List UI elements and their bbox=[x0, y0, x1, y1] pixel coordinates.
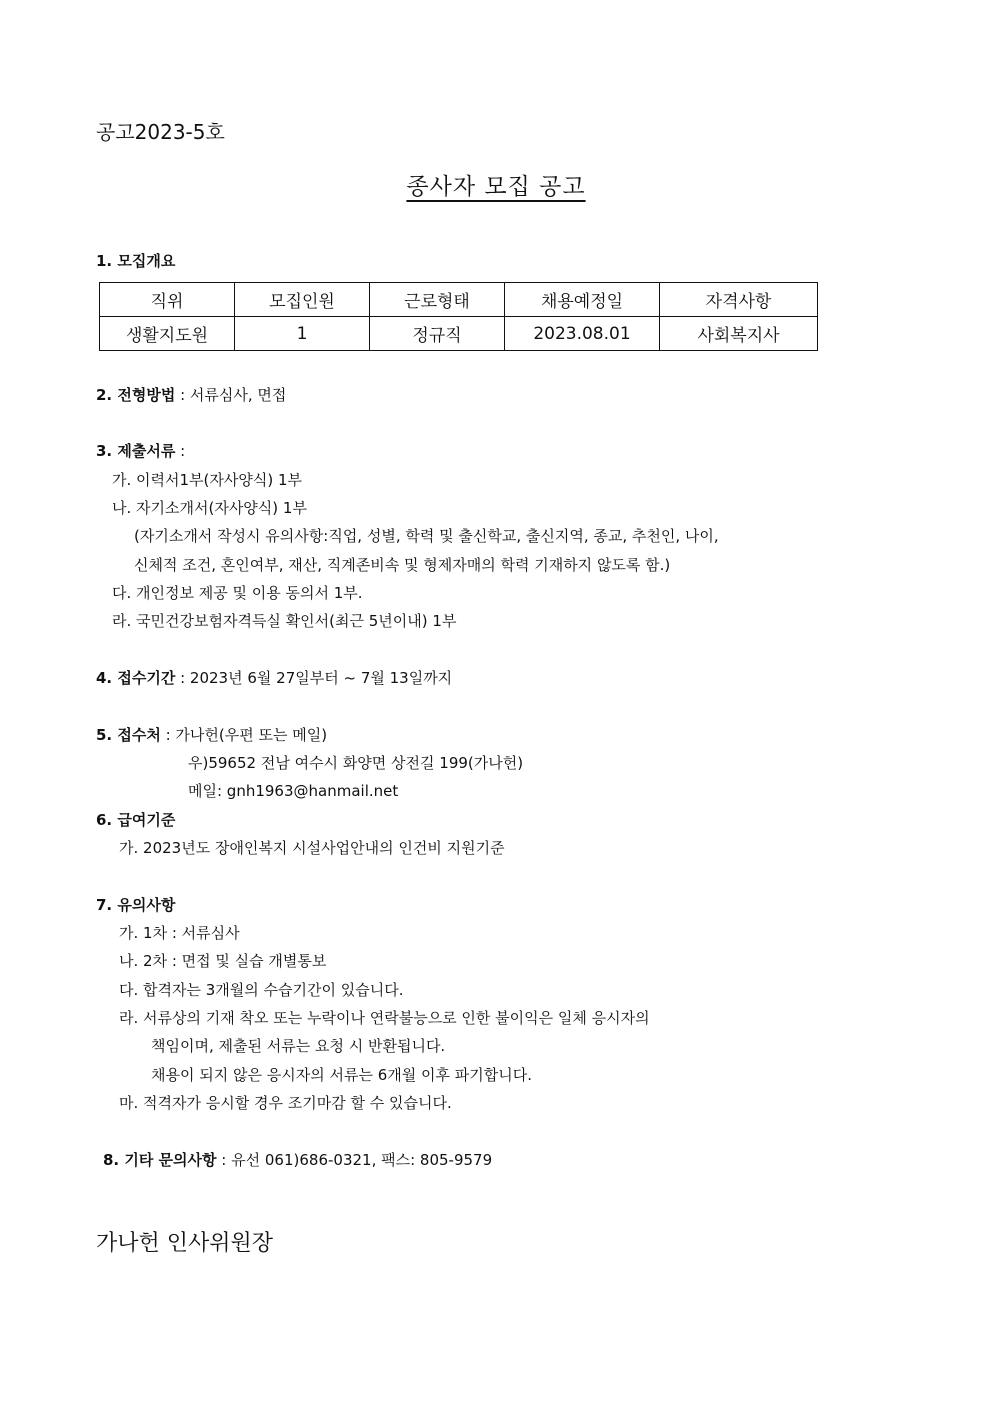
table-cell: 사회복지사 bbox=[660, 317, 818, 351]
table-header-cell: 직위 bbox=[100, 283, 235, 317]
table-cell: 생활지도원 bbox=[100, 317, 235, 351]
signature: 가나헌 인사위원장 bbox=[96, 1231, 274, 1256]
section-7-heading: 7. 유의사항 bbox=[96, 896, 176, 914]
list-item: 가. 2023년도 장애인복지 시설사업안내의 인건비 지원기준 bbox=[119, 839, 505, 857]
table-header-cell: 채용예정일 bbox=[505, 283, 660, 317]
table-header-cell: 자격사항 bbox=[660, 283, 818, 317]
table-cell: 1 bbox=[235, 317, 370, 351]
list-item: 나. 2차 : 면접 및 실습 개별통보 bbox=[119, 952, 327, 970]
section-6-heading: 6. 급여기준 bbox=[96, 811, 176, 829]
section-5: 5. 접수처 : 가나헌(우편 또는 메일) bbox=[96, 726, 328, 744]
table-cell: 정규직 bbox=[370, 317, 505, 351]
table-cell: 2023.08.01 bbox=[505, 317, 660, 351]
list-item: 나. 자기소개서(자사양식) 1부 bbox=[112, 499, 307, 517]
list-item: 다. 개인정보 제공 및 이용 동의서 1부. bbox=[112, 584, 363, 602]
list-item: 가. 1차 : 서류심사 bbox=[119, 924, 240, 942]
table-row bbox=[100, 317, 818, 351]
list-item: 라. 서류상의 기재 착오 또는 누락이나 연락불능으로 인한 불이익은 일체 응시자의 bbox=[119, 1009, 650, 1027]
recruitment-table bbox=[99, 282, 818, 351]
list-item: 가. 이력서1부(자사양식) 1부 bbox=[112, 471, 302, 489]
list-item: 책임이며, 제출된 서류는 요청 시 반환됩니다. bbox=[151, 1037, 446, 1055]
section-2: 2. 전형방법 : 서류심사, 면접 bbox=[96, 386, 287, 404]
email-line: 메일: gnh1963@hanmail.net bbox=[188, 782, 399, 800]
section-8: 8. 기타 문의사항 : 유선 061)686-0321, 팩스: 805-9579 bbox=[103, 1151, 493, 1169]
section-1-heading: 1. 모집개요 bbox=[96, 252, 176, 270]
list-item: (자기소개서 작성시 유의사항:직업, 성별, 학력 및 출신학교, 출신지역, 종교, 추천인, 나이, bbox=[134, 527, 719, 545]
section-3: 3. 제출서류 : bbox=[96, 442, 186, 460]
address-line: 우)59652 전남 여수시 화양면 상전길 199(가나헌) bbox=[188, 754, 524, 772]
table-header-cell: 모집인원 bbox=[235, 283, 370, 317]
table-header-row bbox=[100, 283, 818, 317]
page-title: 종사자 모집 공고 bbox=[406, 174, 586, 200]
list-item: 다. 합격자는 3개월의 수습기간이 있습니다. bbox=[119, 981, 404, 999]
list-item: 신체적 조건, 혼인여부, 재산, 직계존비속 및 형제자매의 학력 기재하지 않도록 함.) bbox=[134, 556, 671, 574]
list-item: 마. 적격자가 응시할 경우 조기마감 할 수 있습니다. bbox=[119, 1094, 452, 1112]
section-4: 4. 접수기간 : 2023년 6월 27일부터 ~ 7월 13일까지 bbox=[96, 669, 453, 687]
notice-number: 공고2023-5호 bbox=[96, 120, 225, 144]
table-header-cell: 근로형태 bbox=[370, 283, 505, 317]
list-item: 라. 국민건강보험자격득실 확인서(최근 5년이내) 1부 bbox=[112, 612, 457, 630]
list-item: 채용이 되지 않은 응시자의 서류는 6개월 이후 파기합니다. bbox=[151, 1066, 532, 1084]
